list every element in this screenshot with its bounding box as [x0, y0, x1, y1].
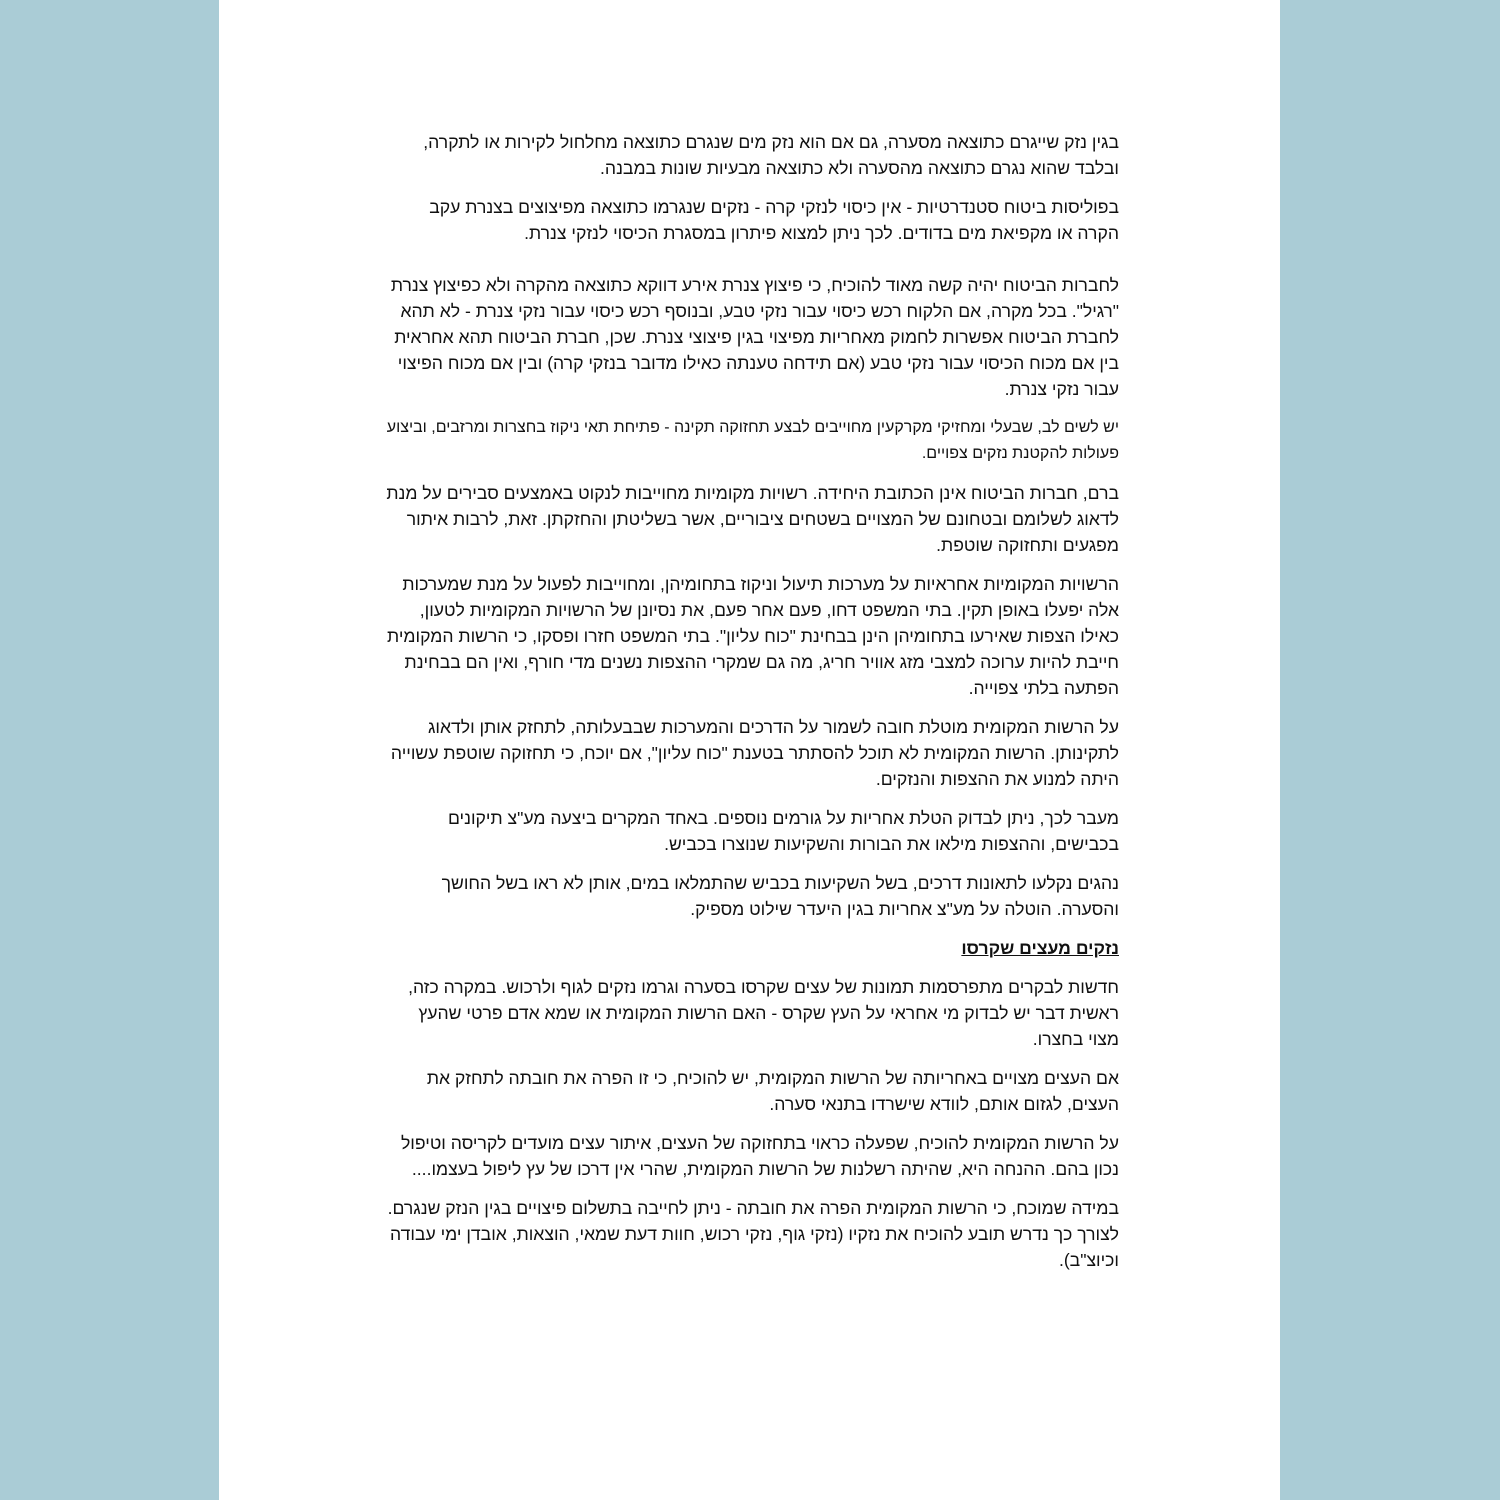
document-page — [219, 0, 1280, 1500]
paragraph-local-authorities: ברם, חברות הביטוח אינן הכתובת היחידה. רשויות מקומיות מחוייבות לנקוט באמצעים סבירים על מנת לדאוג לשלומם ובטחונם של המצויים בשטחים ציבוריים, אשר בשליטתן והחזקתן. זאת, לרבות איתור מפגעים ותחזוקה שוטפת. — [386, 483, 1119, 555]
paragraph-storm-damage: בגין נזק שייגרם כתוצאה מסערה, גם אם הוא נזק מים שנגרם כתוצאה מחלחול לקירות או לתקרה, ובלבד שהוא נגרם כתוצאה מהסערה ולא כתוצאה מבעיות שונות במבנה. — [423, 132, 1119, 178]
article-body — [384, 129, 1119, 1286]
section-heading-fallen-trees: נזקים מעצים שקרסו — [961, 938, 1119, 958]
paragraph-frost-damage: בפוליסות ביטוח סטנדרטיות - אין כיסוי לנזקי קרה - נזקים שנגרמו כתוצאה מפיצוצים בצנרת עקב הקרה או מקפיאת מים בדודים. לכך ניתן למצוא פיתרון במסגרת הכיסוי לנזקי צנרת. — [429, 197, 1119, 243]
paragraph-burden-of-proof: על הרשות המקומית להוכיח, שפעלה כראוי בתחזוקה של העצים, איתור עצים מועדים לקריסה וטיפול נכון בהם. ההנחה היא, שהיתה רשלנות של הרשות המקומית, שהרי אין דרכו של עץ ליפול בעצמו.... — [400, 1133, 1119, 1179]
paragraph-road-duty: על הרשות המקומית מוטלת חובה לשמור על הדרכים והמערכות שבבעלותה, לתחזק אותן ולדאוג לתקינותן. הרשות המקומית לא תוכל להסתתר בטענת "כוח עליון", אם יוכח, כי תחזוקה שוטפת עשוייה היתה למנוע את ההצפות והנזקים. — [390, 717, 1119, 789]
paragraph-pipe-burst: לחברות הביטוח יהיה קשה מאוד להוכיח, כי פיצוץ צנרת אירע דווקא כתוצאה מהקרה ולא כפיצוץ צנרת "רגיל". בכל מקרה, אם הלקוח רכש כיסוי עבור נזקי טבע, ובנוסף רכש כיסוי עבור נזקי צנרת - לא תהא לחברת הביטוח אפשרות לחמוק מאחריות מפיצוי בגין פיצוצי צנרת. שכן, חברת הביטוח תהא אחראית בין אם מכוח הכיסוי עבור נזקי טבע (אם תידחה טענתה כאילו מדובר בנזקי קרה) ובין אם מכוח הפיצוי עבור נזקי צנרת. — [390, 275, 1119, 399]
paragraph-maintenance-note: יש לשים לב, שבעלי ומחזיקי מקרקעין מחוייבים לבצע תחזוקה תקינה - פתיחת תאי ניקוז בחצרות ומרזבים, וביצוע פעולות להקטנת נזקים צפויים. — [386, 419, 1119, 462]
paragraph-fallen-trees-news: חדשות לבקרים מתפרסמות תמונות של עצים שקרסו בסערה וגרמו נזקים לגוף ולרכוש. במקרה כזה, ראשית דבר יש לבדוק מי אחראי על העץ שקרס - האם הרשות המקומית או שמא אדם פרטי שהעץ מצוי בחצרו. — [408, 977, 1119, 1049]
paragraph-tree-responsibility: אם העצים מצויים באחריותה של הרשות המקומית, יש להוכיח, כי זו הפרה את חובתה לתחזק את העצים, לגזום אותם, לוודא שישרדו בתנאי סערה. — [426, 1068, 1119, 1114]
paragraph-other-parties: מעבר לכך, ניתן לבדוק הטלת אחריות על גורמים נוספים. באחד המקרים ביצעה מע"צ תיקונים בכבישים, וההצפות מילאו את הבורות והשקיעות שנוצרו בכביש. — [447, 808, 1119, 854]
paragraph-compensation: במידה שמוכח, כי הרשות המקומית הפרה את חובתה - ניתן לחייבה בתשלום פיצויים בגין הנזק שנגרם. לצורך כך נדרש תובע להוכיח את נזקיו (נזקי גוף, נזקי רכוש, חוות דעת שמאי, הוצאות, אובדן ימי עבודה וכיוצ"ב). — [387, 1198, 1119, 1270]
paragraph-drainage-systems: הרשויות המקומיות אחראיות על מערכות תיעול וניקוז בתחומיהן, ומחוייבות לפעול על מנת שמערכות אלה יפעלו באופן תקין. בתי המשפט דחו, פעם אחר פעם, את נסיונן של הרשויות המקומיות לטעון, כאילו הצפות שאירעו בתחומיהן הינן בבחינת "כוח עליון". בתי המשפט חזרו ופסקו, כי הרשות המקומית חייבת להיות ערוכה למצבי מזג אוויר חריג, מה גם שמקרי ההצפות נשנים מדי חורף, ואין הם בבחינת הפתעה בלתי צפוייה. — [387, 574, 1119, 698]
paragraph-road-accidents: נהגים נקלעו לתאונות דרכים, בשל השקיעות בכביש שהתמלאו במים, אותן לא ראו בשל החושך והסערה. הוטלה על מע"צ אחריות בגין היעדר שילוט מספיק. — [441, 873, 1119, 919]
